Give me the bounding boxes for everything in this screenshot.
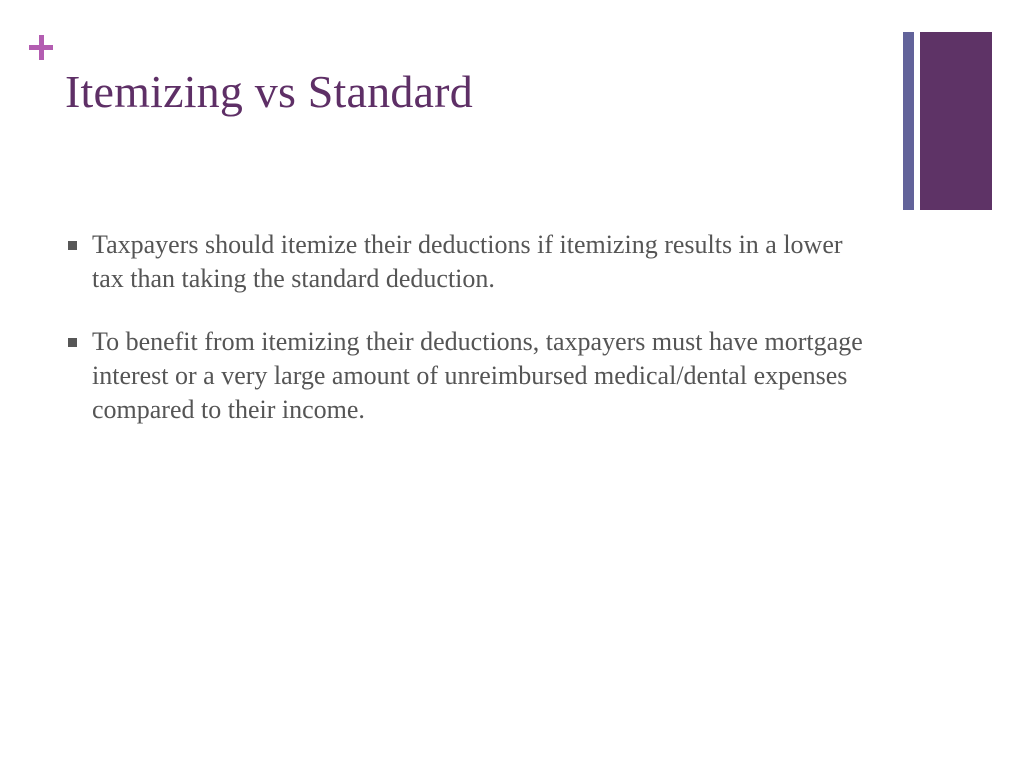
decorative-wide-bar (920, 32, 992, 210)
square-bullet-icon (68, 338, 77, 347)
decorative-thin-bar (903, 32, 914, 210)
bullet-item (66, 228, 876, 296)
bullet-text: Taxpayers should itemize their deductions if itemizing results in a lower tax than taking the standard deduction. (92, 230, 843, 293)
plus-icon-vertical-stroke (39, 35, 44, 60)
bullet-text: To benefit from itemizing their deductions, taxpayers must have mortgage interest or a very large amount of unreimbursed medical/dental expenses compared to their income. (92, 327, 863, 424)
bullet-list (66, 228, 876, 456)
plus-icon (26, 33, 56, 63)
square-bullet-icon (68, 241, 77, 250)
bullet-item (66, 325, 876, 427)
slide-title: Itemizing vs Standard (65, 66, 473, 117)
